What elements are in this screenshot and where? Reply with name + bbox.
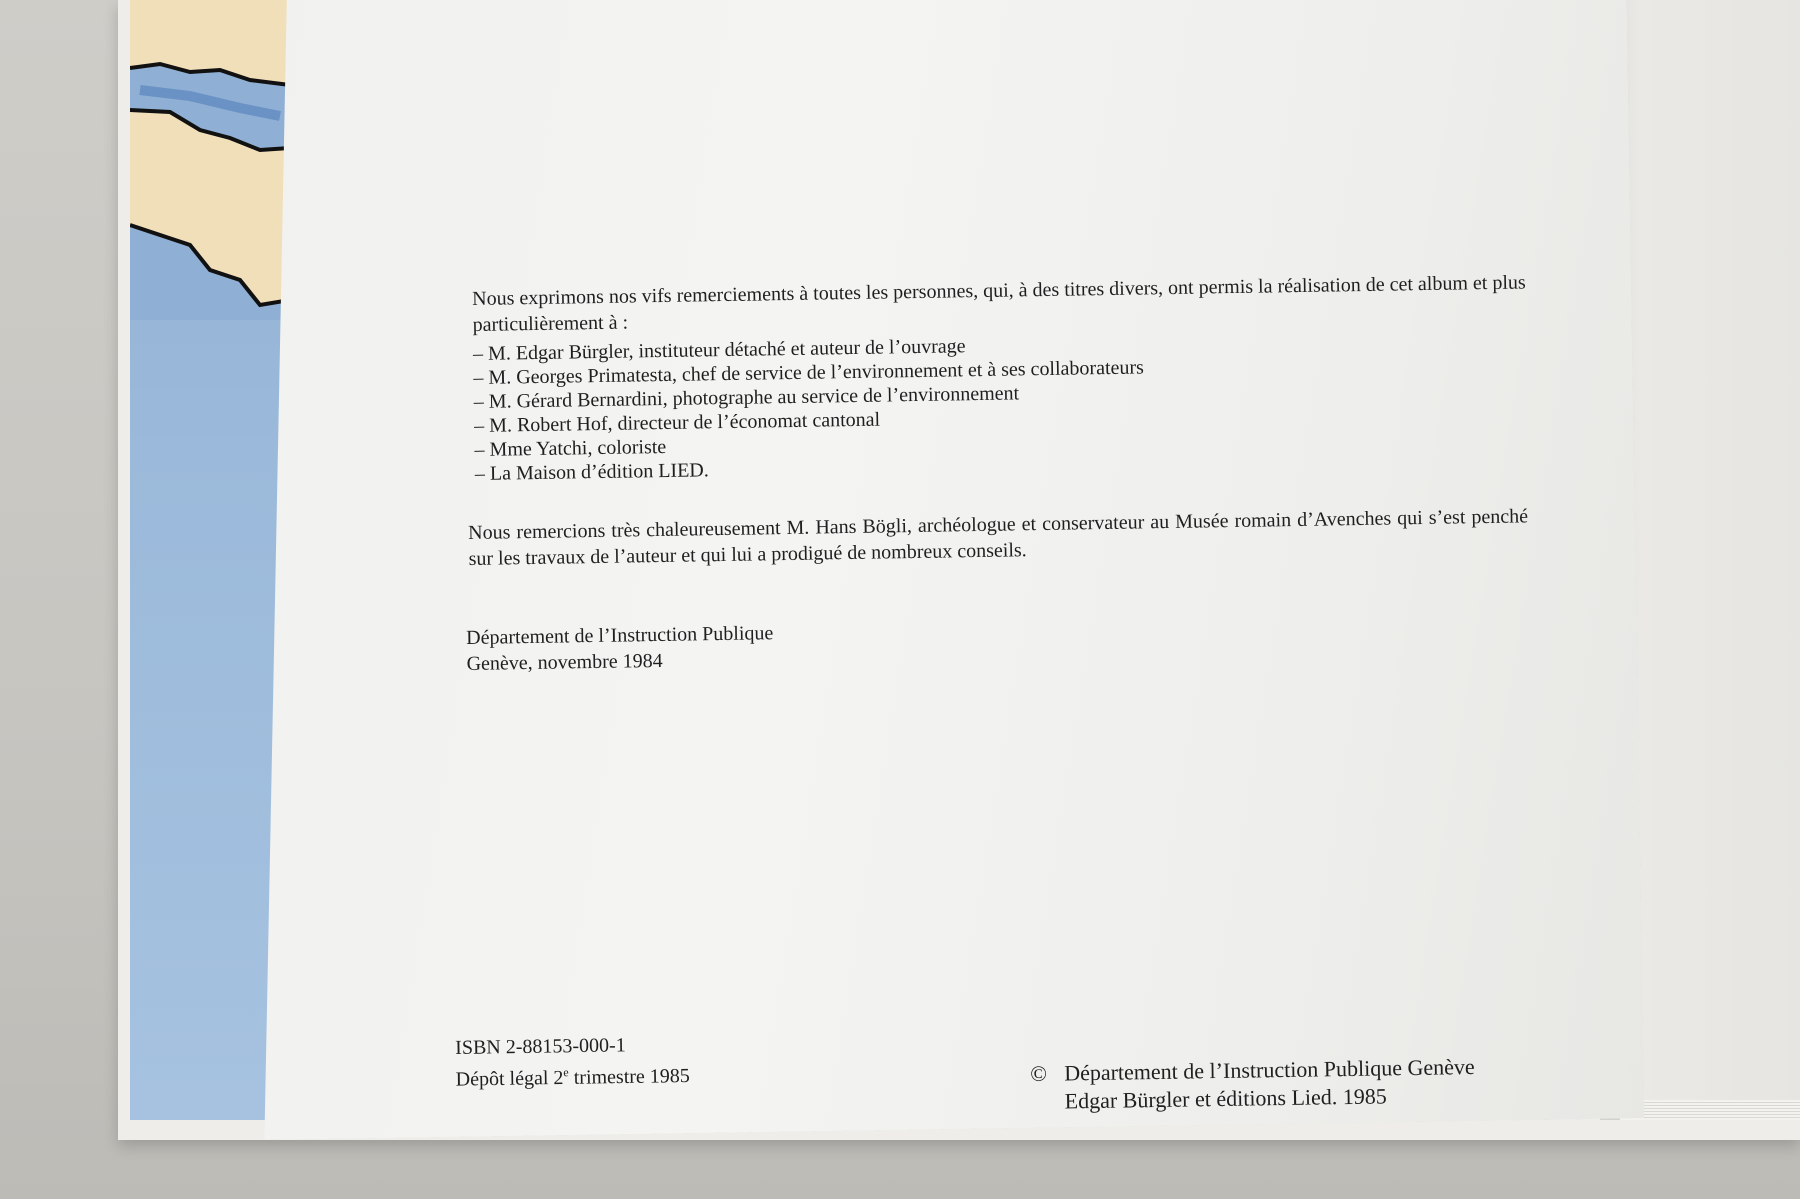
page-edges <box>1620 1100 1800 1120</box>
credits-list <box>473 325 1535 486</box>
acknowledgements-intro: Nous exprimons nos vifs remerciements à toutes les personnes, qui, à des titres divers, ont permis la réalisation de cet album et plus particulièrement à : <box>472 271 1526 336</box>
copyright-block <box>1030 1053 1475 1116</box>
signature-block <box>466 620 774 677</box>
thanks-text: Nous remercions très chaleureusement M. Hans Bögli, archéologue et conservateur au Musée romain d’Avenches qui s’est penché sur les travaux de l’auteur et qui lui a prodigué de nombreux conseils. <box>468 505 1529 570</box>
copyright-line-2: Edgar Bürgler et éditions Lied. 1985 <box>1064 1083 1388 1114</box>
credit-item: – M. Edgar Bürgler, instituteur détaché et auteur de l’ouvrage <box>473 325 1533 366</box>
legal-deposit-prefix: Dépôt légal 2 <box>455 1066 564 1091</box>
credit-item: – M. Robert Hof, directeur de l’économat cantonal <box>474 397 1534 438</box>
credit-item: – M. Gérard Bernardini, photographe au service de l’environnement <box>474 373 1534 414</box>
isbn-text: ISBN 2-88153-000-1 <box>455 1034 626 1059</box>
signature-department: Département de l’Instruction Publique <box>466 622 774 649</box>
credit-item: – Mme Yatchi, coloriste <box>474 421 1534 462</box>
legal-deposit-sup: e <box>563 1065 569 1080</box>
legal-deposit-suffix: trimestre 1985 <box>568 1064 691 1089</box>
credit-item: – M. Georges Primatesta, chef de service de l’environnement et à ses collaborateurs <box>473 349 1533 390</box>
copyright-icon: © <box>1030 1060 1048 1086</box>
book-page <box>246 0 1644 1140</box>
acknowledgements <box>472 269 1535 486</box>
signature-place-date: Genève, novembre 1984 <box>466 649 663 675</box>
credit-item: – La Maison d’édition LIED. <box>475 445 1535 486</box>
imprint-block <box>455 1031 690 1092</box>
legal-deposit <box>455 1057 690 1092</box>
copyright-holder: Département de l’Instruction Publique Genève <box>1064 1054 1475 1086</box>
cover-illustration <box>130 0 290 1120</box>
map-illustration <box>130 0 290 320</box>
